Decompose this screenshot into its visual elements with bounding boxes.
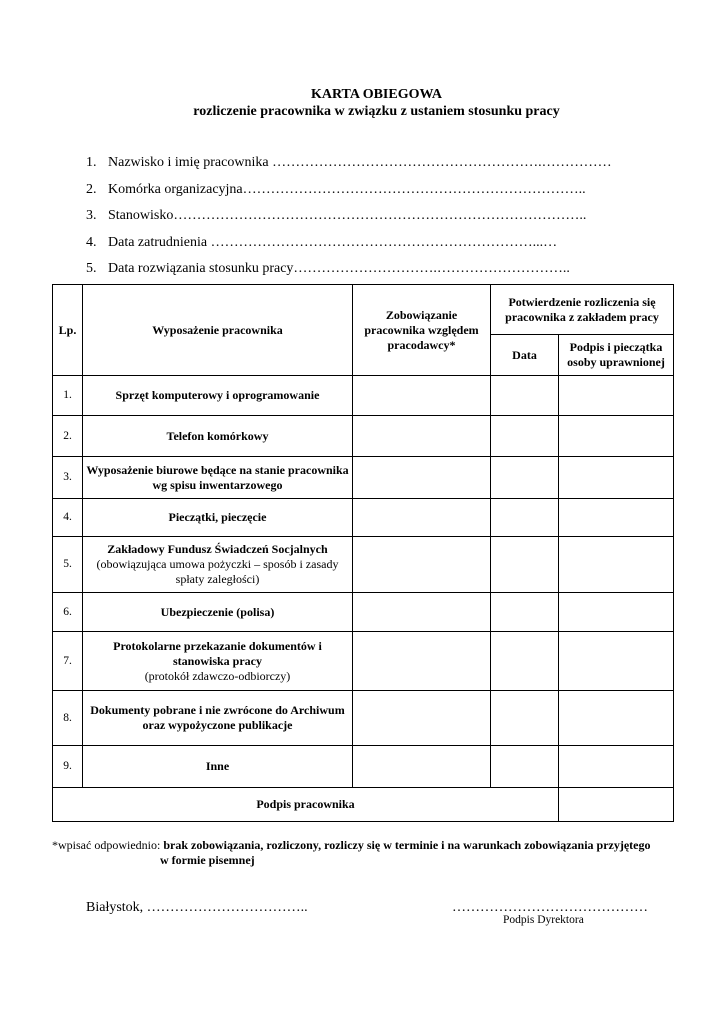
row-item: Telefon komórkowy [83, 416, 353, 457]
row-note: (protokół zdawczo-odbiorczy) [144, 668, 291, 683]
field-department[interactable] [86, 177, 656, 204]
obligation-cell[interactable] [353, 416, 491, 457]
header-item: Wyposażenie pracownika [83, 285, 353, 376]
date-cell[interactable] [491, 376, 559, 416]
table-row [53, 632, 674, 691]
obligation-cell[interactable] [353, 746, 491, 788]
table-row [53, 537, 674, 593]
row-number: 3. [53, 457, 83, 499]
obligation-cell[interactable] [353, 593, 491, 632]
row-item: Zakładowy Fundusz Świadczeń Socjalnych [107, 542, 328, 556]
date-cell[interactable] [491, 416, 559, 457]
header-confirmation: Potwierdzenie rozliczenia się pracownika z zakładem pracy [491, 285, 674, 335]
place-date-line[interactable]: Białystok, …………………………….. [86, 900, 308, 915]
employee-signature-label: Podpis pracownika [53, 788, 559, 822]
row-item: Sprzęt komputerowy i oprogramowanie [83, 376, 353, 416]
row-number: 6. [53, 593, 83, 632]
clearance-table [52, 284, 674, 822]
row-item: Inne [83, 746, 353, 788]
date-cell[interactable] [491, 499, 559, 537]
row-item: Ubezpieczenie (polisa) [83, 593, 353, 632]
date-cell[interactable] [491, 632, 559, 691]
row-item-cell [83, 632, 353, 691]
director-signature-label: Podpis Dyrektora [503, 914, 584, 926]
field-name[interactable] [86, 150, 656, 177]
footnote-text: brak zobowiązania, rozliczony, rozliczy się w terminie i na warunkach zobowiązania przyjętego [163, 838, 651, 852]
table-row [53, 746, 674, 788]
obligation-cell[interactable] [353, 537, 491, 593]
date-cell[interactable] [491, 537, 559, 593]
row-number: 5. [53, 537, 83, 593]
header-obligation: Zobowiązanie pracownika względem pracodawcy* [353, 285, 491, 376]
field-employment-date[interactable] [86, 230, 656, 257]
field-number: 2. [86, 181, 97, 197]
header-date: Data [491, 335, 559, 376]
footnote-continuation: w formie pisemnej [160, 853, 255, 867]
employee-signature-row [53, 788, 674, 822]
field-number: 1. [86, 155, 97, 170]
header-signature: Podpis i pieczątka osoby uprawnionej [559, 335, 674, 376]
signature-cell[interactable] [559, 416, 674, 457]
field-number: 5. [86, 261, 97, 276]
obligation-cell[interactable] [353, 457, 491, 499]
field-label: Nazwisko i imię pracownika ………………………………………………….…………… [108, 155, 612, 170]
signature-cell[interactable] [559, 746, 674, 788]
table-row [53, 691, 674, 746]
row-number: 7. [53, 632, 83, 691]
signature-cell[interactable] [559, 691, 674, 746]
director-signature-line[interactable]: …………………………………… [452, 900, 648, 915]
table-row [53, 499, 674, 537]
field-label: Data zatrudnienia ……………………………………………………………...… [108, 234, 558, 250]
obligation-cell[interactable] [353, 376, 491, 416]
row-number: 9. [53, 746, 83, 788]
footnote-prefix: *wpisać odpowiednio: [52, 838, 164, 852]
signature-cell[interactable] [559, 376, 674, 416]
table-row [53, 593, 674, 632]
row-note: (obowiązująca umowa pożyczki – sposób i zasady spłaty zaległości) [96, 557, 339, 586]
row-item: Protokolarne przekazanie dokumentów i stanowiska pracy [113, 638, 322, 668]
field-position[interactable] [86, 203, 656, 230]
field-label: Data rozwiązania stosunku pracy………………………….……………………….. [108, 261, 570, 276]
date-cell[interactable] [491, 691, 559, 746]
signature-cell[interactable] [559, 457, 674, 499]
table-row [53, 416, 674, 457]
signature-cell[interactable] [559, 593, 674, 632]
row-number: 8. [53, 691, 83, 746]
row-item: Pieczątki, pieczęcie [83, 499, 353, 537]
employee-signature-cell[interactable] [559, 788, 674, 822]
header-lp: Lp. [53, 285, 83, 376]
date-cell[interactable] [491, 593, 559, 632]
date-cell[interactable] [491, 457, 559, 499]
row-number: 1. [53, 376, 83, 416]
table-row [53, 376, 674, 416]
document-subtitle: rozliczenie pracownika w związku z ustaniem stosunku pracy [193, 104, 560, 119]
field-termination-date[interactable] [86, 256, 656, 283]
document-title: KARTA OBIEGOWA [310, 87, 443, 102]
row-number: 2. [53, 416, 83, 457]
field-label: Stanowisko…………………………………………………………………………….. [108, 208, 587, 223]
row-number: 4. [53, 499, 83, 537]
row-item-cell [83, 537, 353, 593]
obligation-cell[interactable] [353, 499, 491, 537]
employee-fields [86, 150, 656, 283]
field-number: 3. [86, 208, 97, 223]
signature-cell[interactable] [559, 537, 674, 593]
footnote [52, 838, 692, 868]
obligation-cell[interactable] [353, 632, 491, 691]
field-number: 4. [86, 234, 97, 250]
signature-cell[interactable] [559, 499, 674, 537]
row-item: Dokumenty pobrane i nie zwrócone do Archiwum oraz wypożyczone publikacje [83, 691, 353, 746]
document-header [0, 86, 725, 121]
footnote-line [52, 838, 692, 853]
row-item: Wyposażenie biurowe będące na stanie pracownika wg spisu inwentarzowego [83, 457, 353, 499]
signature-cell[interactable] [559, 632, 674, 691]
field-label: Komórka organizacyjna……………………………………………………………….. [108, 181, 586, 197]
table-row [53, 457, 674, 499]
date-cell[interactable] [491, 746, 559, 788]
obligation-cell[interactable] [353, 691, 491, 746]
